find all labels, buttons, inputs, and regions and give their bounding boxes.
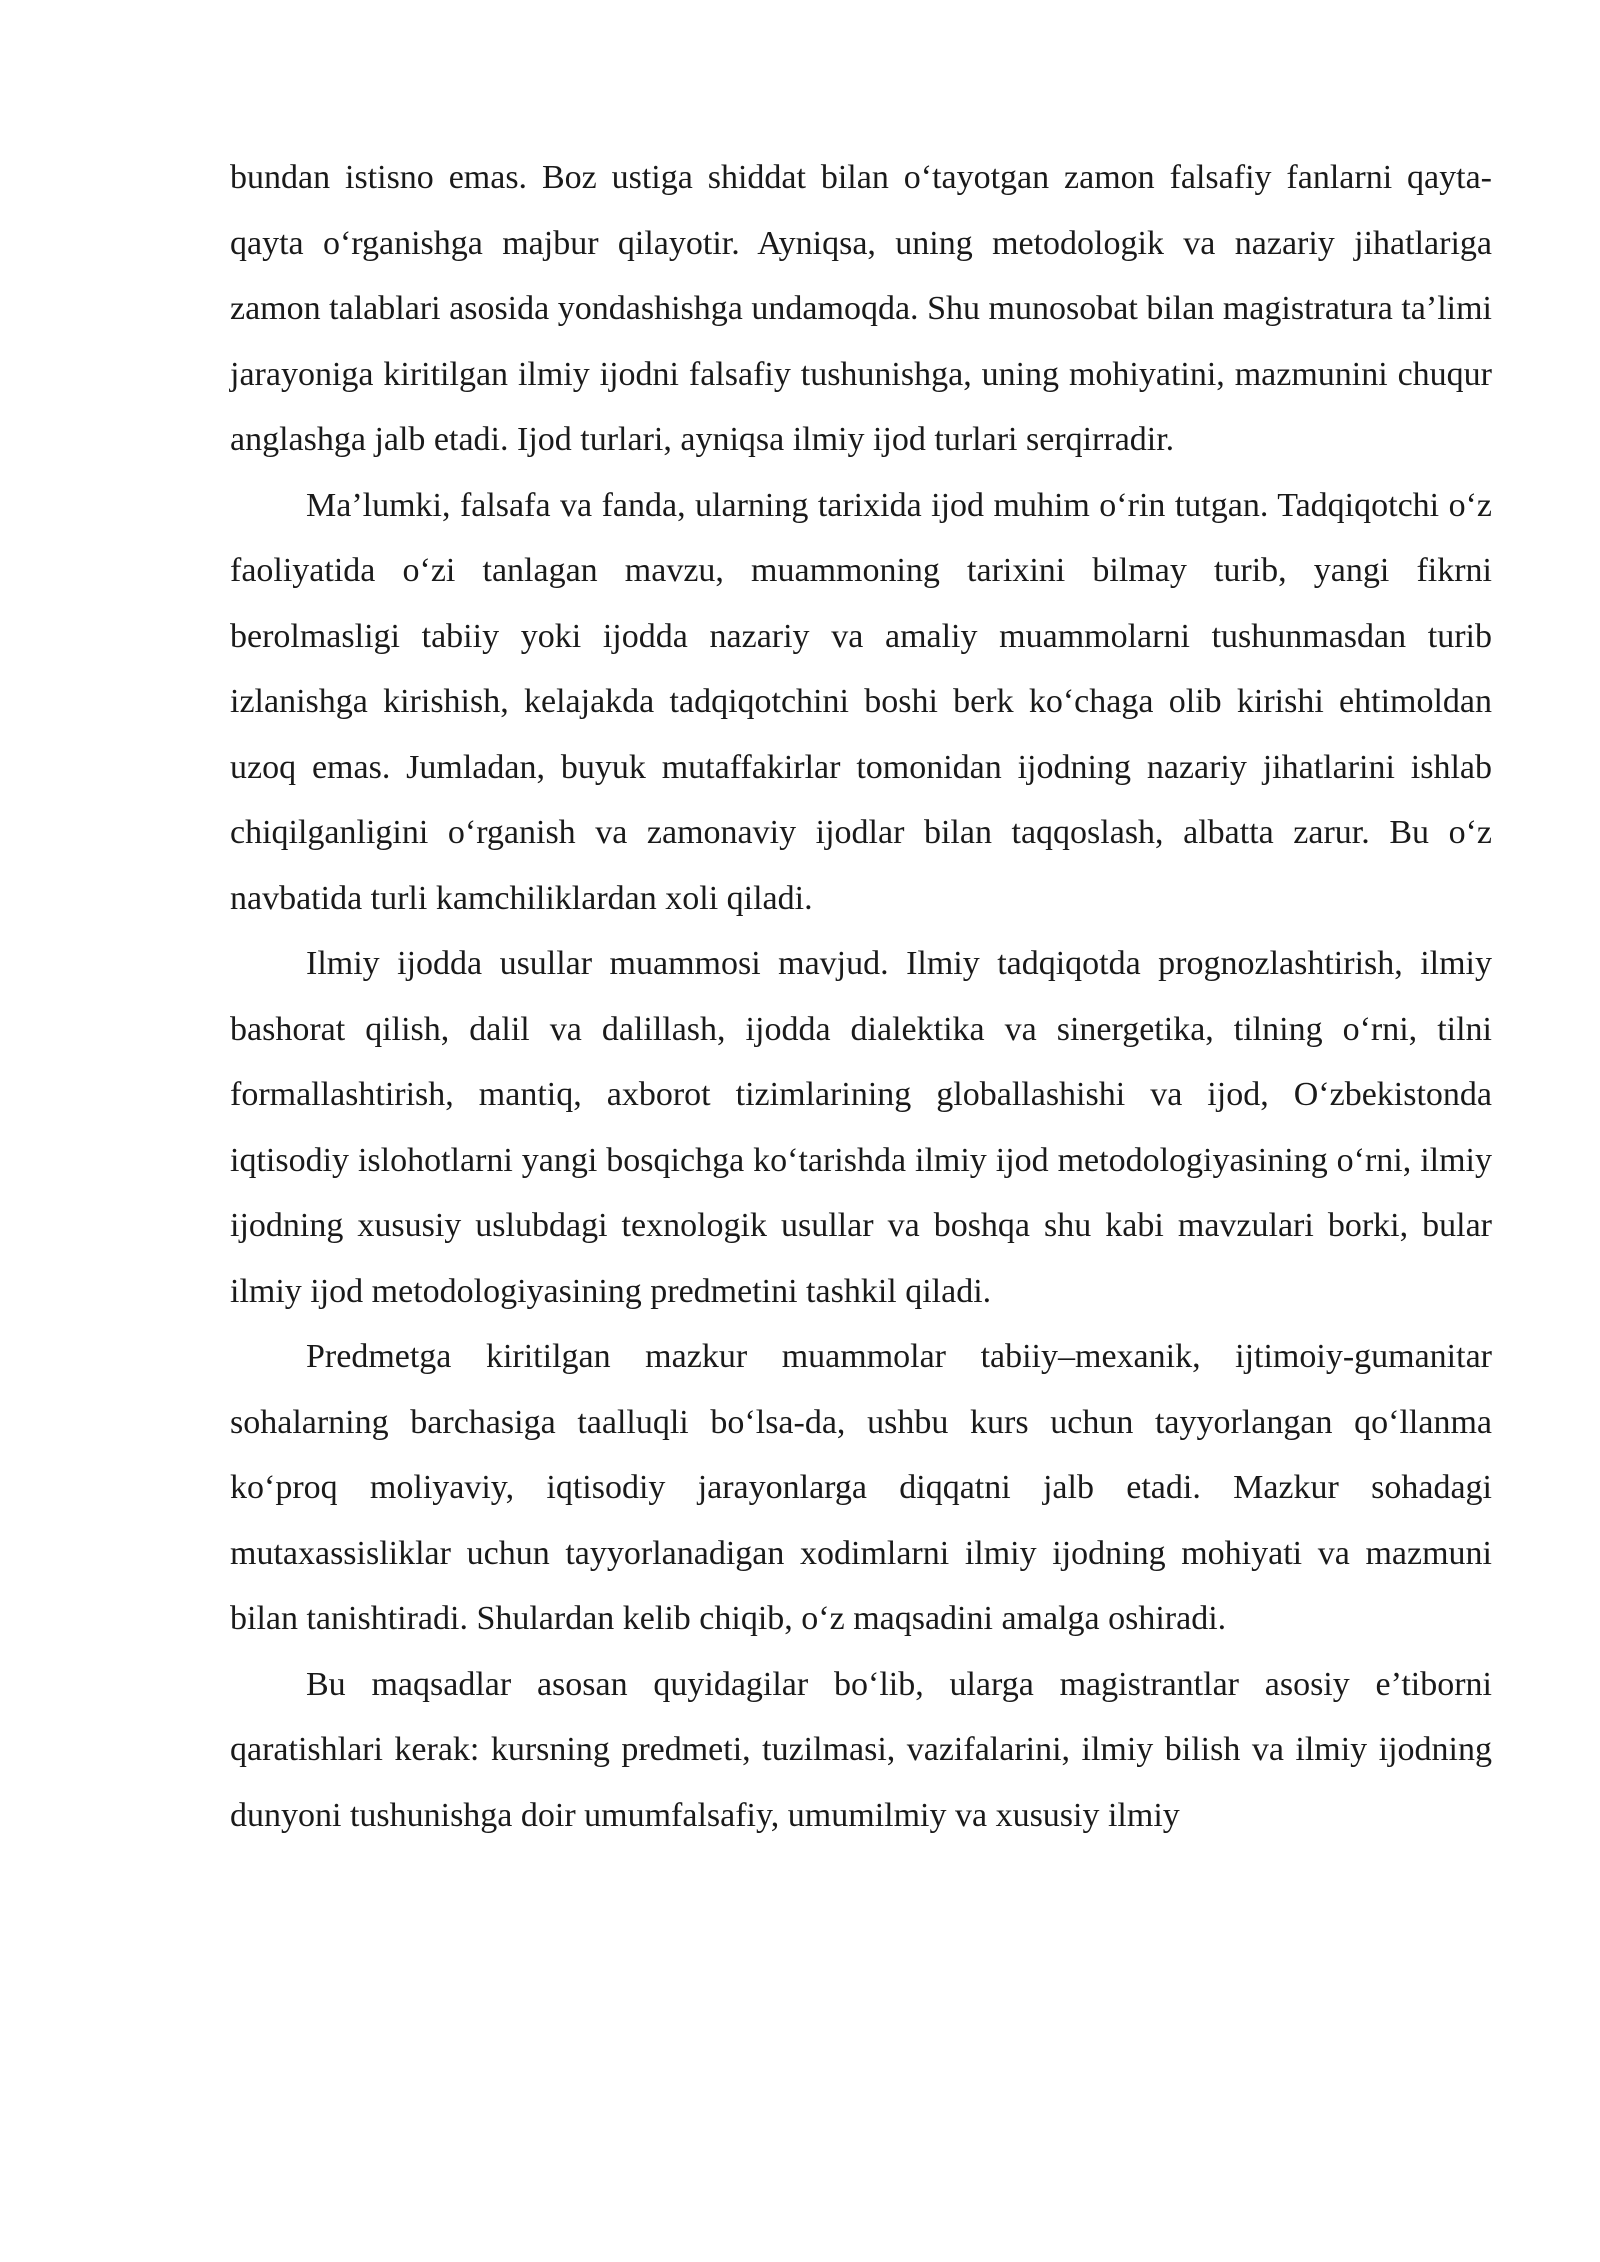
paragraph: Bu maqsadlar asosan quyidagilar bo‘lib, ularga magistrantlar asosiy e’tiborni qaratishlari kerak: kursning predmeti, tuzilmasi, vazifalarini, ilmiy bilish va ilmiy ijodning dunyoni tushunishga doir umumfalsafiy, umumilmiy va xususiy ilmiy	[230, 1665, 1492, 1834]
paragraph: Predmetga kiritilgan mazkur muammolar tabiiy–mexanik, ijtimoiy-gumanitar sohalarning barchasiga taalluqli bo‘lsa-da, ushbu kurs uchun tayyorlangan qo‘llanma ko‘proq moliyaviy, iqtisodiy jarayonlarga diqqatni jalb etadi. Mazkur sohadagi mutaxassisliklar uchun tayyorlanadigan xodimlarni ilmiy ijodning mohiyati va mazmuni bilan tanishtiradi. Shulardan kelib chiqib, o‘z maqsadini amalga oshiradi.	[230, 1338, 1492, 1637]
paragraph: Ma’lumki, falsafa va fanda, ularning tarixida ijod muhim o‘rin tutgan. Tadqiqotchi o‘z faoliyatida o‘zi tanlagan mavzu, muammoning tarixini bilmay turib, yangi fikrni berolmasligi tabiiy yoki ijodda nazariy va amaliy muammolarni tushunmasdan turib izlanishga kirishish, kelajakda tadqiqotchini boshi berk ko‘chaga olib kirishi ehtimoldan uzoq emas. Jumladan, buyuk mutaffakirlar tomonidan ijodning nazariy jihatlarini ishlab chiqilganligini o‘rganish va zamonaviy ijodlar bilan taqqoslash, albatta zarur. Bu o‘z navbatida turli kamchiliklardan xoli qiladi.	[230, 486, 1492, 917]
paragraph: Ilmiy ijodda usullar muammosi mavjud. Ilmiy tadqiqotda prognozlashtirish, ilmiy bashorat qilish, dalil va dalillash, ijodda dialektika va sinergetika, tilning o‘rni, tilni formallashtirish, mantiq, axborot tizimlarining globallashishi va ijod, O‘zbekistonda iqtisodiy islohotlarni yangi bosqichga ko‘tarishda ilmiy ijod metodologiyasining o‘rni, ilmiy ijodning xususiy uslubdagi texnologik usullar va boshqa shu kabi mavzulari borki, bular ilmiy ijod metodologiyasining predmetini tashkil qiladi.	[230, 945, 1492, 1310]
document-page	[230, 145, 1492, 1848]
paragraph-continued: bundan istisno emas. Boz ustiga shiddat bilan o‘tayotgan zamon falsafiy fanlarni qayta-qayta o‘rganishga majbur qilayotir. Ayniqsa, uning metodologik va nazariy jihatlariga zamon talablari asosida yondashishga undamoqda. Shu munosobat bilan magistratura ta’limi jarayoniga kiritilgan ilmiy ijodni falsafiy tushunishga, uning mohiyatini, mazmunini chuqur anglashga jalb etadi. Ijod turlari, ayniqsa ilmiy ijod turlari serqirradir.	[230, 159, 1492, 458]
